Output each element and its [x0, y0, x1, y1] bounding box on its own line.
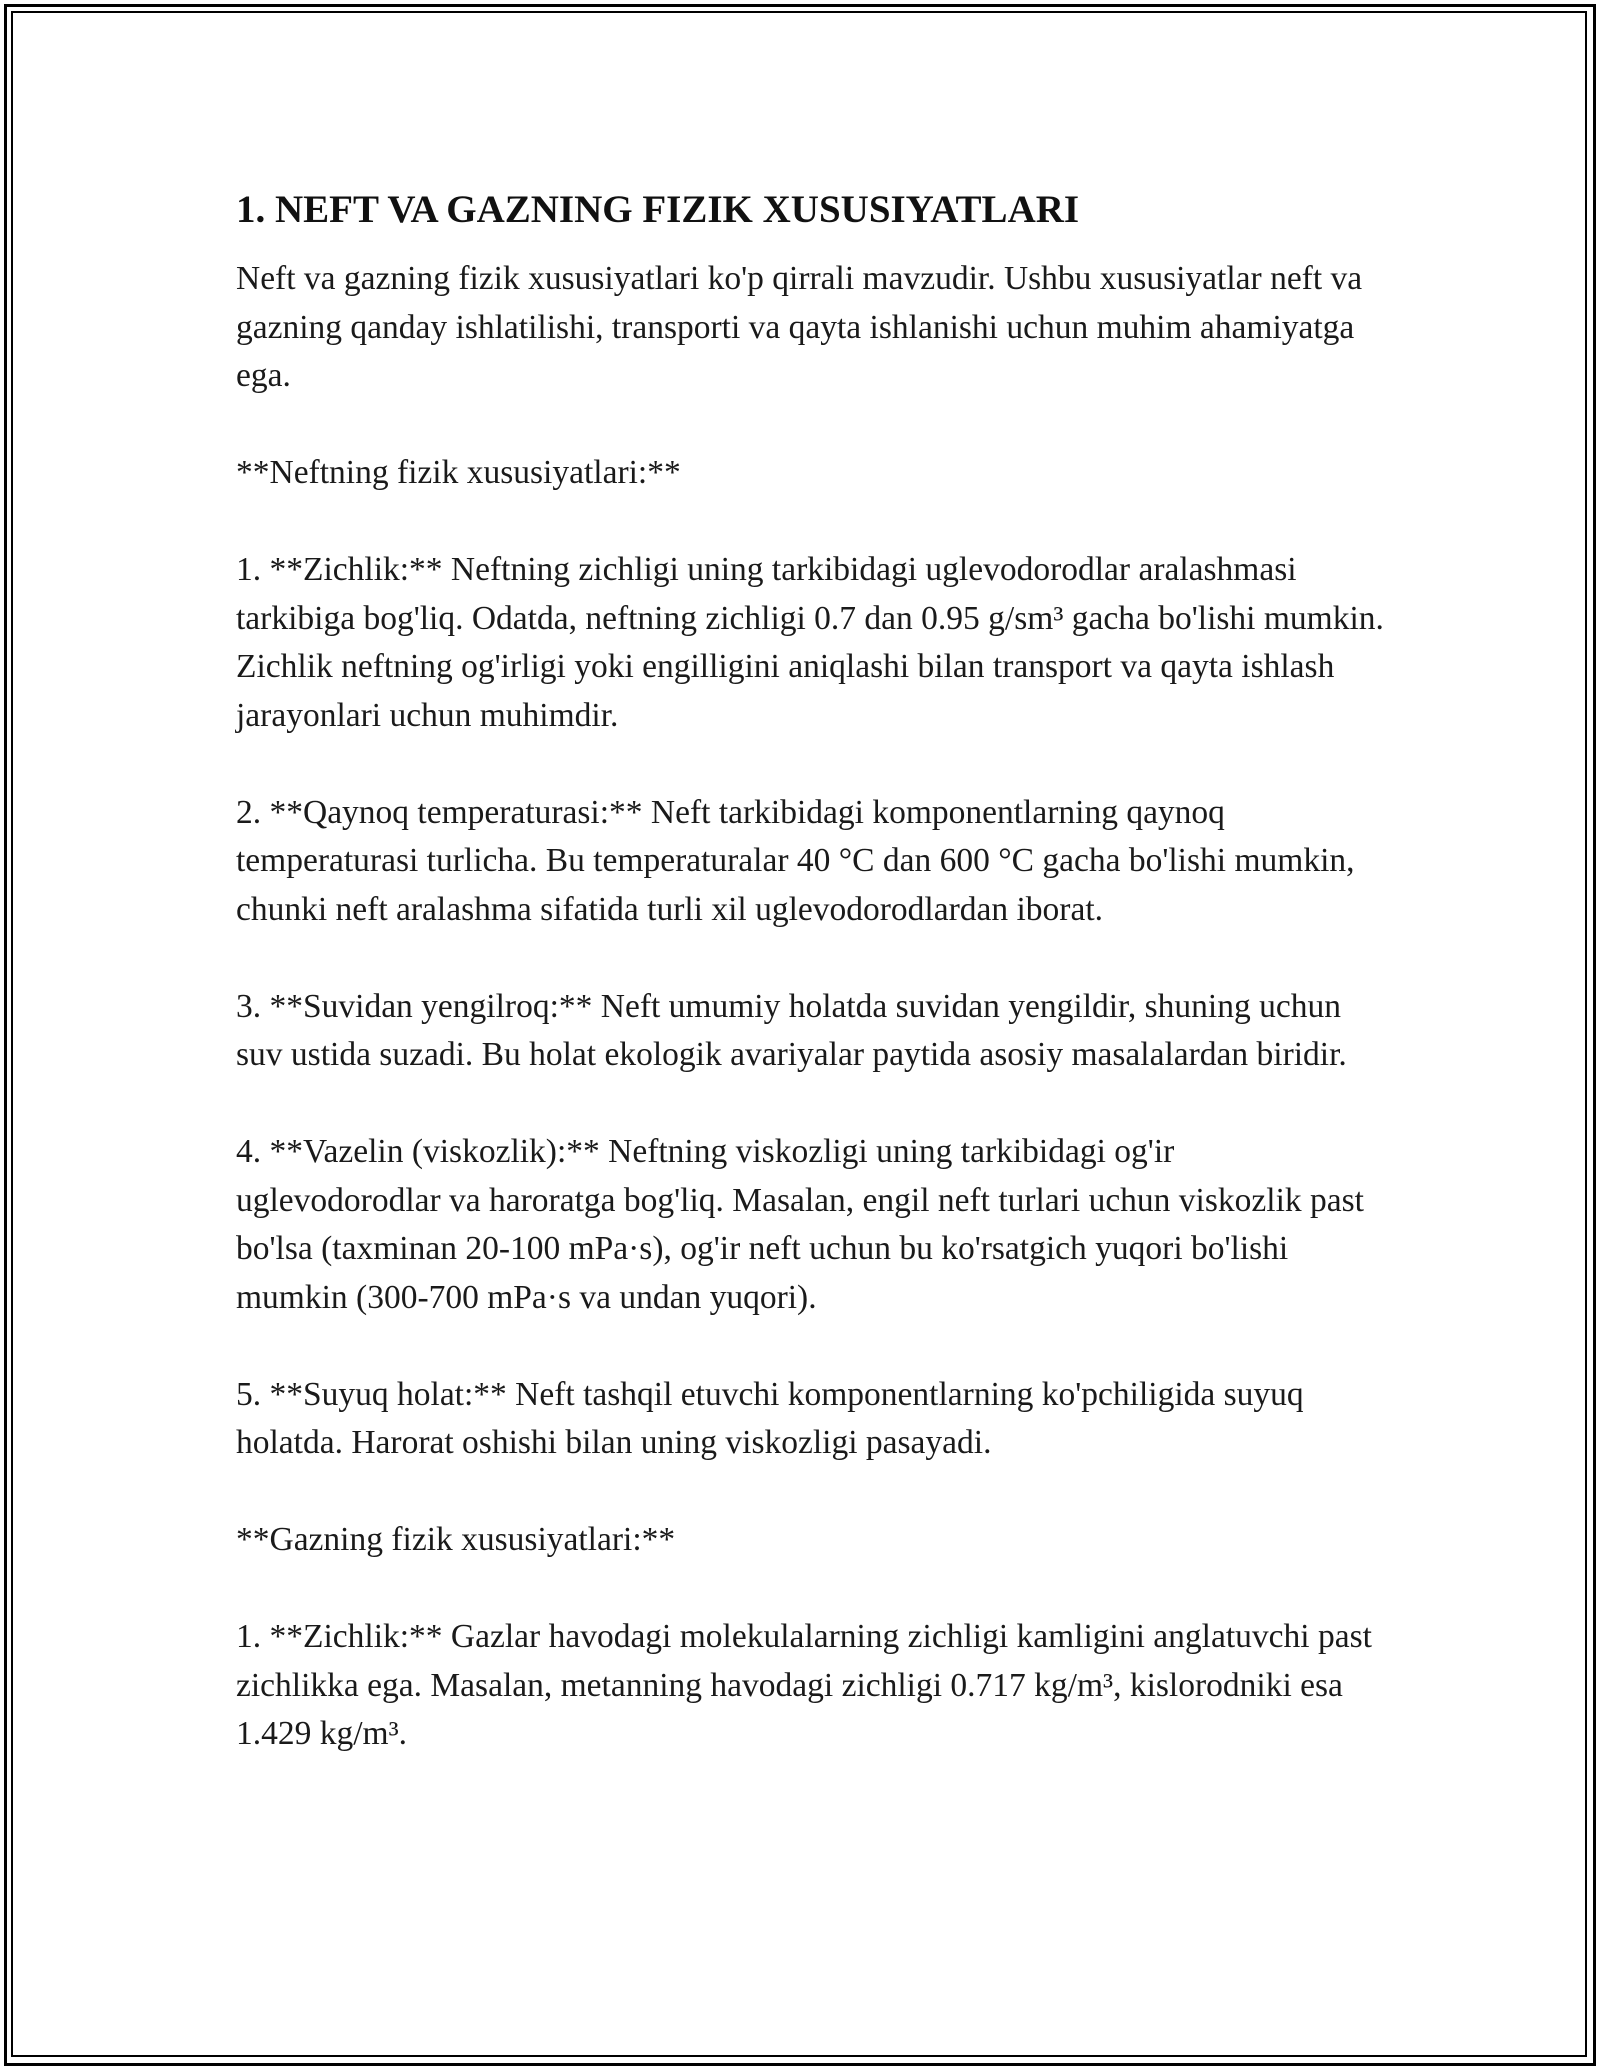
oil-section-heading: **Neftning fizik xususiyatlari:** — [236, 454, 681, 491]
document-title: 1. NEFT VA GAZNING FIZIK XUSUSIYATLARI — [236, 188, 1080, 231]
oil-item-boiling-temperature: 2. **Qaynoq temperaturasi:** Neft tarkibidagi komponentlarning qaynoq temperaturasi turlicha. Bu temperaturalar 40 °C dan 600 °C gacha bo'lishi mumkin, chunki neft aralashma sifatida turli xil uglevodorodlardan iborat. — [236, 793, 1355, 928]
gas-item-density: 1. **Zichlik:** Gazlar havodagi molekulalarning zichligi kamligini anglatuvchi past zichlikka ega. Masalan, metanning havodagi zichligi 0.717 kg/m³, kislorodniki esa 1.429 kg/m³. — [236, 1618, 1372, 1752]
oil-item-viscosity: 4. **Vazelin (viskozlik):** Neftning viskozligi uning tarkibidagi og'ir uglevodorodlar va haroratga bog'liq. Masalan, engil neft turlari uchun viskozlik past bo'lsa (taxminan 20-100 mPa·s), og'ir neft uchun bu ko'rsatgich yuqori bo'lishi mumkin (300-700 mPa·s va undan yuqori). — [236, 1133, 1364, 1316]
oil-item-lighter-than-water: 3. **Suvidan yengilroq:** Neft umumiy holatda suvidan yengildir, shuning uchun suv ustida suzadi. Bu holat ekologik avariyalar paytida asosiy masalalardan biridir. — [236, 987, 1347, 1073]
document-body — [236, 185, 1386, 1807]
oil-item-liquid-state: 5. **Suyuq holat:** Neft tashqil etuvchi komponentlarning ko'pchiligida suyuq holatda. Harorat oshishi bilan uning viskozligi pasayadi. — [236, 1375, 1304, 1461]
intro-paragraph: Neft va gazning fizik xususiyatlari ko'p qirrali mavzudir. Ushbu xususiyatlar neft va gazning qanday ishlatilishi, transporti va qayta ishlanishi uchun muhim ahamiyatga ega. — [236, 260, 1363, 394]
oil-item-density: 1. **Zichlik:** Neftning zichligi uning tarkibidagi uglevodorodlar aralashmasi tarkibiga bog'liq. Odatda, neftning zichligi 0.7 dan 0.95 g/sm³ gacha bo'lishi mumkin. Zichlik neftning og'irligi yoki engilligini aniqlashi bilan transport va qayta ishlash jarayonlari uchun muhimdir. — [236, 551, 1384, 734]
gas-section-heading: **Gazning fizik xususiyatlari:** — [236, 1521, 676, 1558]
